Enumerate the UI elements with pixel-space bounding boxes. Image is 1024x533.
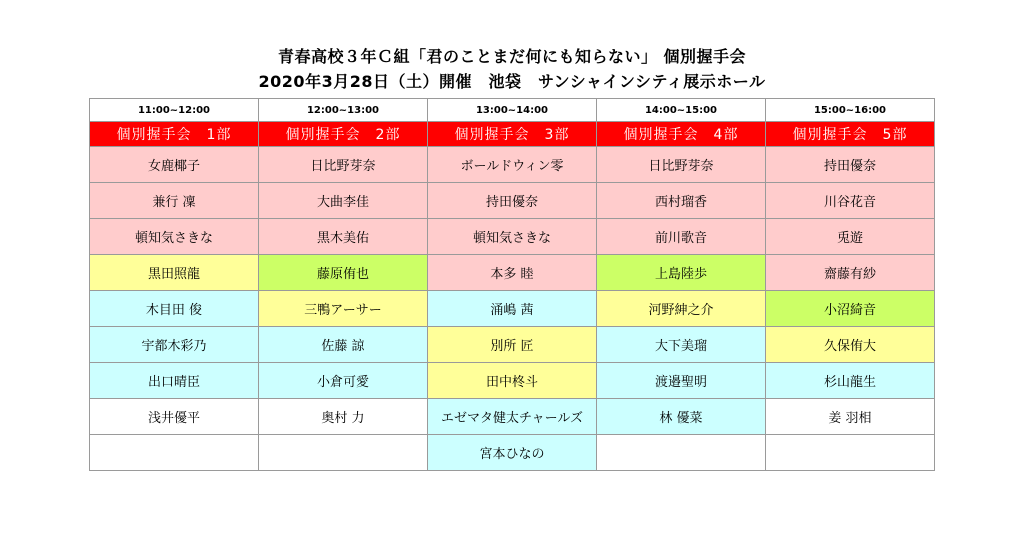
part-label-4: 個別握手会 4部 [597,122,766,147]
member-cell: 大曲李佳 [259,183,428,219]
member-cell: 持田優奈 [428,183,597,219]
part-header-row [90,122,935,147]
member-row [90,147,935,183]
member-cell: 木目田 俊 [90,291,259,327]
member-cell: 三鴨アーサー [259,291,428,327]
member-row [90,183,935,219]
member-cell: 林 優菜 [597,399,766,435]
member-cell: 奥村 力 [259,399,428,435]
time-slot-4: 14:00~15:00 [597,99,766,122]
member-cell: 上島陸歩 [597,255,766,291]
member-cell: 小沼綺音 [766,291,935,327]
member-cell: 大下美瑠 [597,327,766,363]
member-cell: 頓知気さきな [90,219,259,255]
member-cell: 小倉可愛 [259,363,428,399]
member-cell: 宮本ひなの [428,435,597,471]
member-row [90,255,935,291]
member-cell: 日比野芽奈 [597,147,766,183]
member-row [90,435,935,471]
member-cell: 黒田照龍 [90,255,259,291]
member-cell: 前川歌音 [597,219,766,255]
part-label-5: 個別握手会 5部 [766,122,935,147]
member-cell: 渡邉聖明 [597,363,766,399]
time-slot-2: 12:00~13:00 [259,99,428,122]
member-cell [90,435,259,471]
member-cell: 頓知気さきな [428,219,597,255]
part-label-1: 個別握手会 1部 [90,122,259,147]
part-label-2: 個別握手会 2部 [259,122,428,147]
member-row [90,327,935,363]
member-cell: 田中柊斗 [428,363,597,399]
time-slot-5: 15:00~16:00 [766,99,935,122]
part-label-3: 個別握手会 3部 [428,122,597,147]
member-cell: 西村瑠香 [597,183,766,219]
member-row [90,219,935,255]
time-slot-3: 13:00~14:00 [428,99,597,122]
schedule-table [89,98,935,471]
member-cell: 兎遊 [766,219,935,255]
event-date-venue: 2020年3月28日（土）開催 池袋 サンシャインシティ展示ホール [258,72,766,91]
member-cell: 本多 睦 [428,255,597,291]
member-cell: 黒木美佑 [259,219,428,255]
member-cell: ボールドウィン零 [428,147,597,183]
member-cell: エゼマタ健太チャールズ [428,399,597,435]
member-row [90,399,935,435]
member-cell: 持田優奈 [766,147,935,183]
member-cell: 女鹿椰子 [90,147,259,183]
member-cell: 日比野芽奈 [259,147,428,183]
member-cell: 杉山龍生 [766,363,935,399]
member-cell: 浅井優平 [90,399,259,435]
member-cell: 出口晴臣 [90,363,259,399]
member-row [90,363,935,399]
member-cell [766,435,935,471]
member-cell [597,435,766,471]
member-cell: 別所 匠 [428,327,597,363]
member-cell: 姜 羽相 [766,399,935,435]
member-cell: 佐藤 諒 [259,327,428,363]
member-cell: 藤原侑也 [259,255,428,291]
member-cell: 涌嶋 茜 [428,291,597,327]
member-cell: 宇都木彩乃 [90,327,259,363]
member-cell: 齋藤有紗 [766,255,935,291]
event-title: 青春高校３年Ｃ組「君のことまだ何にも知らない」 個別握手会 [277,47,747,66]
member-cell: 河野紳之介 [597,291,766,327]
member-cell: 久保侑大 [766,327,935,363]
member-row [90,291,935,327]
member-cell: 川谷花音 [766,183,935,219]
member-cell [259,435,428,471]
member-cell: 兼行 凜 [90,183,259,219]
time-slot-1: 11:00~12:00 [90,99,259,122]
time-header-row [90,99,935,122]
